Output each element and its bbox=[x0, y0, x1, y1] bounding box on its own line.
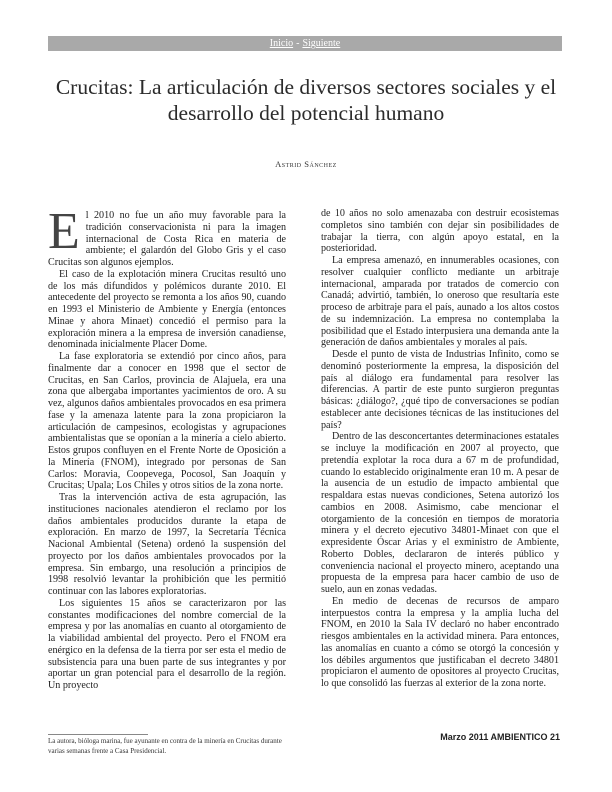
right-column bbox=[321, 208, 559, 690]
nav-separator: - bbox=[296, 38, 300, 49]
paragraph: El 2010 no fue un año muy favorable para la tradición conservacionista ni para la imagen internacional de Costa Rica en materia de ambiente; el galardón del Globo Gris y el caso Crucitas son algunos ejemplos. bbox=[48, 203, 286, 268]
left-column bbox=[48, 203, 286, 692]
paragraph: Desde el punto de vista de Industrias Infinito, como se denominó posteriormente la empresa, la disposición del país al diálogo era fundamental para resolver las diferencias. A partir de este punto surgieron preguntas básicas: ¿diálogo?, ¿qué tipo de conversaciones se podían establecer ante decisiones técnicas de las instituciones del país? bbox=[321, 349, 559, 431]
navigation-bar bbox=[48, 36, 562, 51]
paragraph: La fase exploratoria se extendió por cinco años, para finalmente dar a conocer en 1998 que el sector de Crucitas, en San Carlos, provincia de Alajuela, era una zona que albergaba importantes yacimientos de oro. A su vez, algunos daños ambientales provocados en esa primera fase y la amenaza latente para la zona propiciaron la articulación de campesinos, ecologistas y agrupaciones ambientalistas que se oponían a la minería a cielo abierto. Estos grupos confluyen en el Frente Norte de Oposición a la Minería (FNOM), integrado por personas de San Carlos: Moravia, Coopevega, Pocosol, San Joaquín y Crucitas; Upala; Los Chiles y otros sitios de la zona norte. bbox=[48, 351, 286, 492]
paragraph: El caso de la explotación minera Crucitas resultó uno de los más difundidos y polémicos durante 2010. El antecedente del proyecto se remonta a los años 90, cuando en 1993 el Ministerio de Ambiente y Energía (entonces Minae y ahora Minaet) concedió el permiso para la exploración minera a la empresa de inversión canadiense, denominada inicialmente Placer Dome. bbox=[48, 268, 286, 351]
article-title: Crucitas: La articulación de diversos sectores sociales y el desarrollo del potencial humano bbox=[55, 75, 557, 125]
inicio-link[interactable]: Inicio bbox=[269, 38, 294, 49]
footnote: La autora, bióloga marina, fue ayunante en contra de la minería en Crucitas durante varias semanas frente a Casa Presidencial. bbox=[48, 737, 282, 755]
paragraph: Dentro de las desconcertantes determinaciones estatales se incluye la modificación en 2007 al proyecto, que pretendía explotar la roca dura a 67 m de profundidad, cuando lo establecido originalmente eran 10 m. A pesar de la ausencia de un estudio de impacto ambiental que respaldara estas nuevas condiciones, Setena autorizó los cambios en 2008. Asimismo, cabe mencionar el otorgamiento de la concesión en tiempos de moratoria minera y el decreto ejecutivo 34801-Minaet con que el expresidente Óscar Arias y el exministro de Ambiente, Roberto Dobles, declararon de interés público y conveniencia nacional el proyecto minero, aceptando una propuesta de la empresa para hacer cambio de uso de suelo, aun en zonas vedadas. bbox=[321, 431, 559, 595]
paragraph: La empresa amenazó, en innumerables ocasiones, con resolver cualquier conflicto mediante un arbitraje internacional, amparada por tratados de comercio con Canadá; advirtió, también, lo oneroso que resultaría este proceso de arbitraje para el país, aunado a los altos costos de su indemnización. La empresa no contemplaba la posibilidad que el Estado interpusiera una demanda ante la generación de daños ambientales y morales al país. bbox=[321, 255, 559, 349]
footnote-divider bbox=[48, 734, 148, 735]
paragraph: Tras la intervención activa de esta agrupación, las instituciones nacionales atendieron el reclamo por los daños ambientales producidos durante la etapa de exploración. En marzo de 1997, la Secretaría Técnica Nacional Ambiental (Setena) ordenó la suspensión del proyecto por los daños ambientales provocados por la empresa. Sin embargo, una resolución a principios de 1998 resolvió levantar la prohibición que les permitió continuar con las labores exploratorias. bbox=[48, 492, 286, 597]
siguiente-link[interactable]: Siguiente bbox=[302, 38, 341, 49]
page-footer: Marzo 2011 AMBIENTICO 21 bbox=[440, 732, 560, 742]
paragraph: Los siguientes 15 años se caracterizaron por las constantes modificaciones del nombre comercial de la empresa y por las anomalías en cuanto al otorgamiento de la viabilidad ambiental del proyecto. Pero el FNOM era enérgico en la defensa de la tierra por ser esta el medio de subsistencia para una buen parte de sus integrantes y por aportar un gran potencial para el desarrollo de la región. Un proyecto bbox=[48, 597, 286, 691]
article-author: Astrid Sánchez bbox=[275, 159, 337, 169]
drop-cap: E bbox=[48, 203, 80, 260]
paragraph: En medio de decenas de recursos de amparo interpuestos contra la empresa y la amplia lucha del FNOM, en 2010 la Sala IV declaró no haber encontrado riesgos ambientales en la actividad minera. Para entonces, las anomalías en cuanto a cómo se otorgó la concesión y los débiles argumentos que justificaban el decreto 34801 propiciaron el aumento de opositores al proyecto Crucitas, lo que consolidó las fuerzas al exterior de la zona norte. bbox=[321, 595, 559, 689]
paragraph: de 10 años no solo amenazaba con destruir ecosistemas completos sino también con dejar sin posibilidades de trabajar la tierra, con algún apoyo estatal, en la posterioridad. bbox=[321, 208, 559, 255]
